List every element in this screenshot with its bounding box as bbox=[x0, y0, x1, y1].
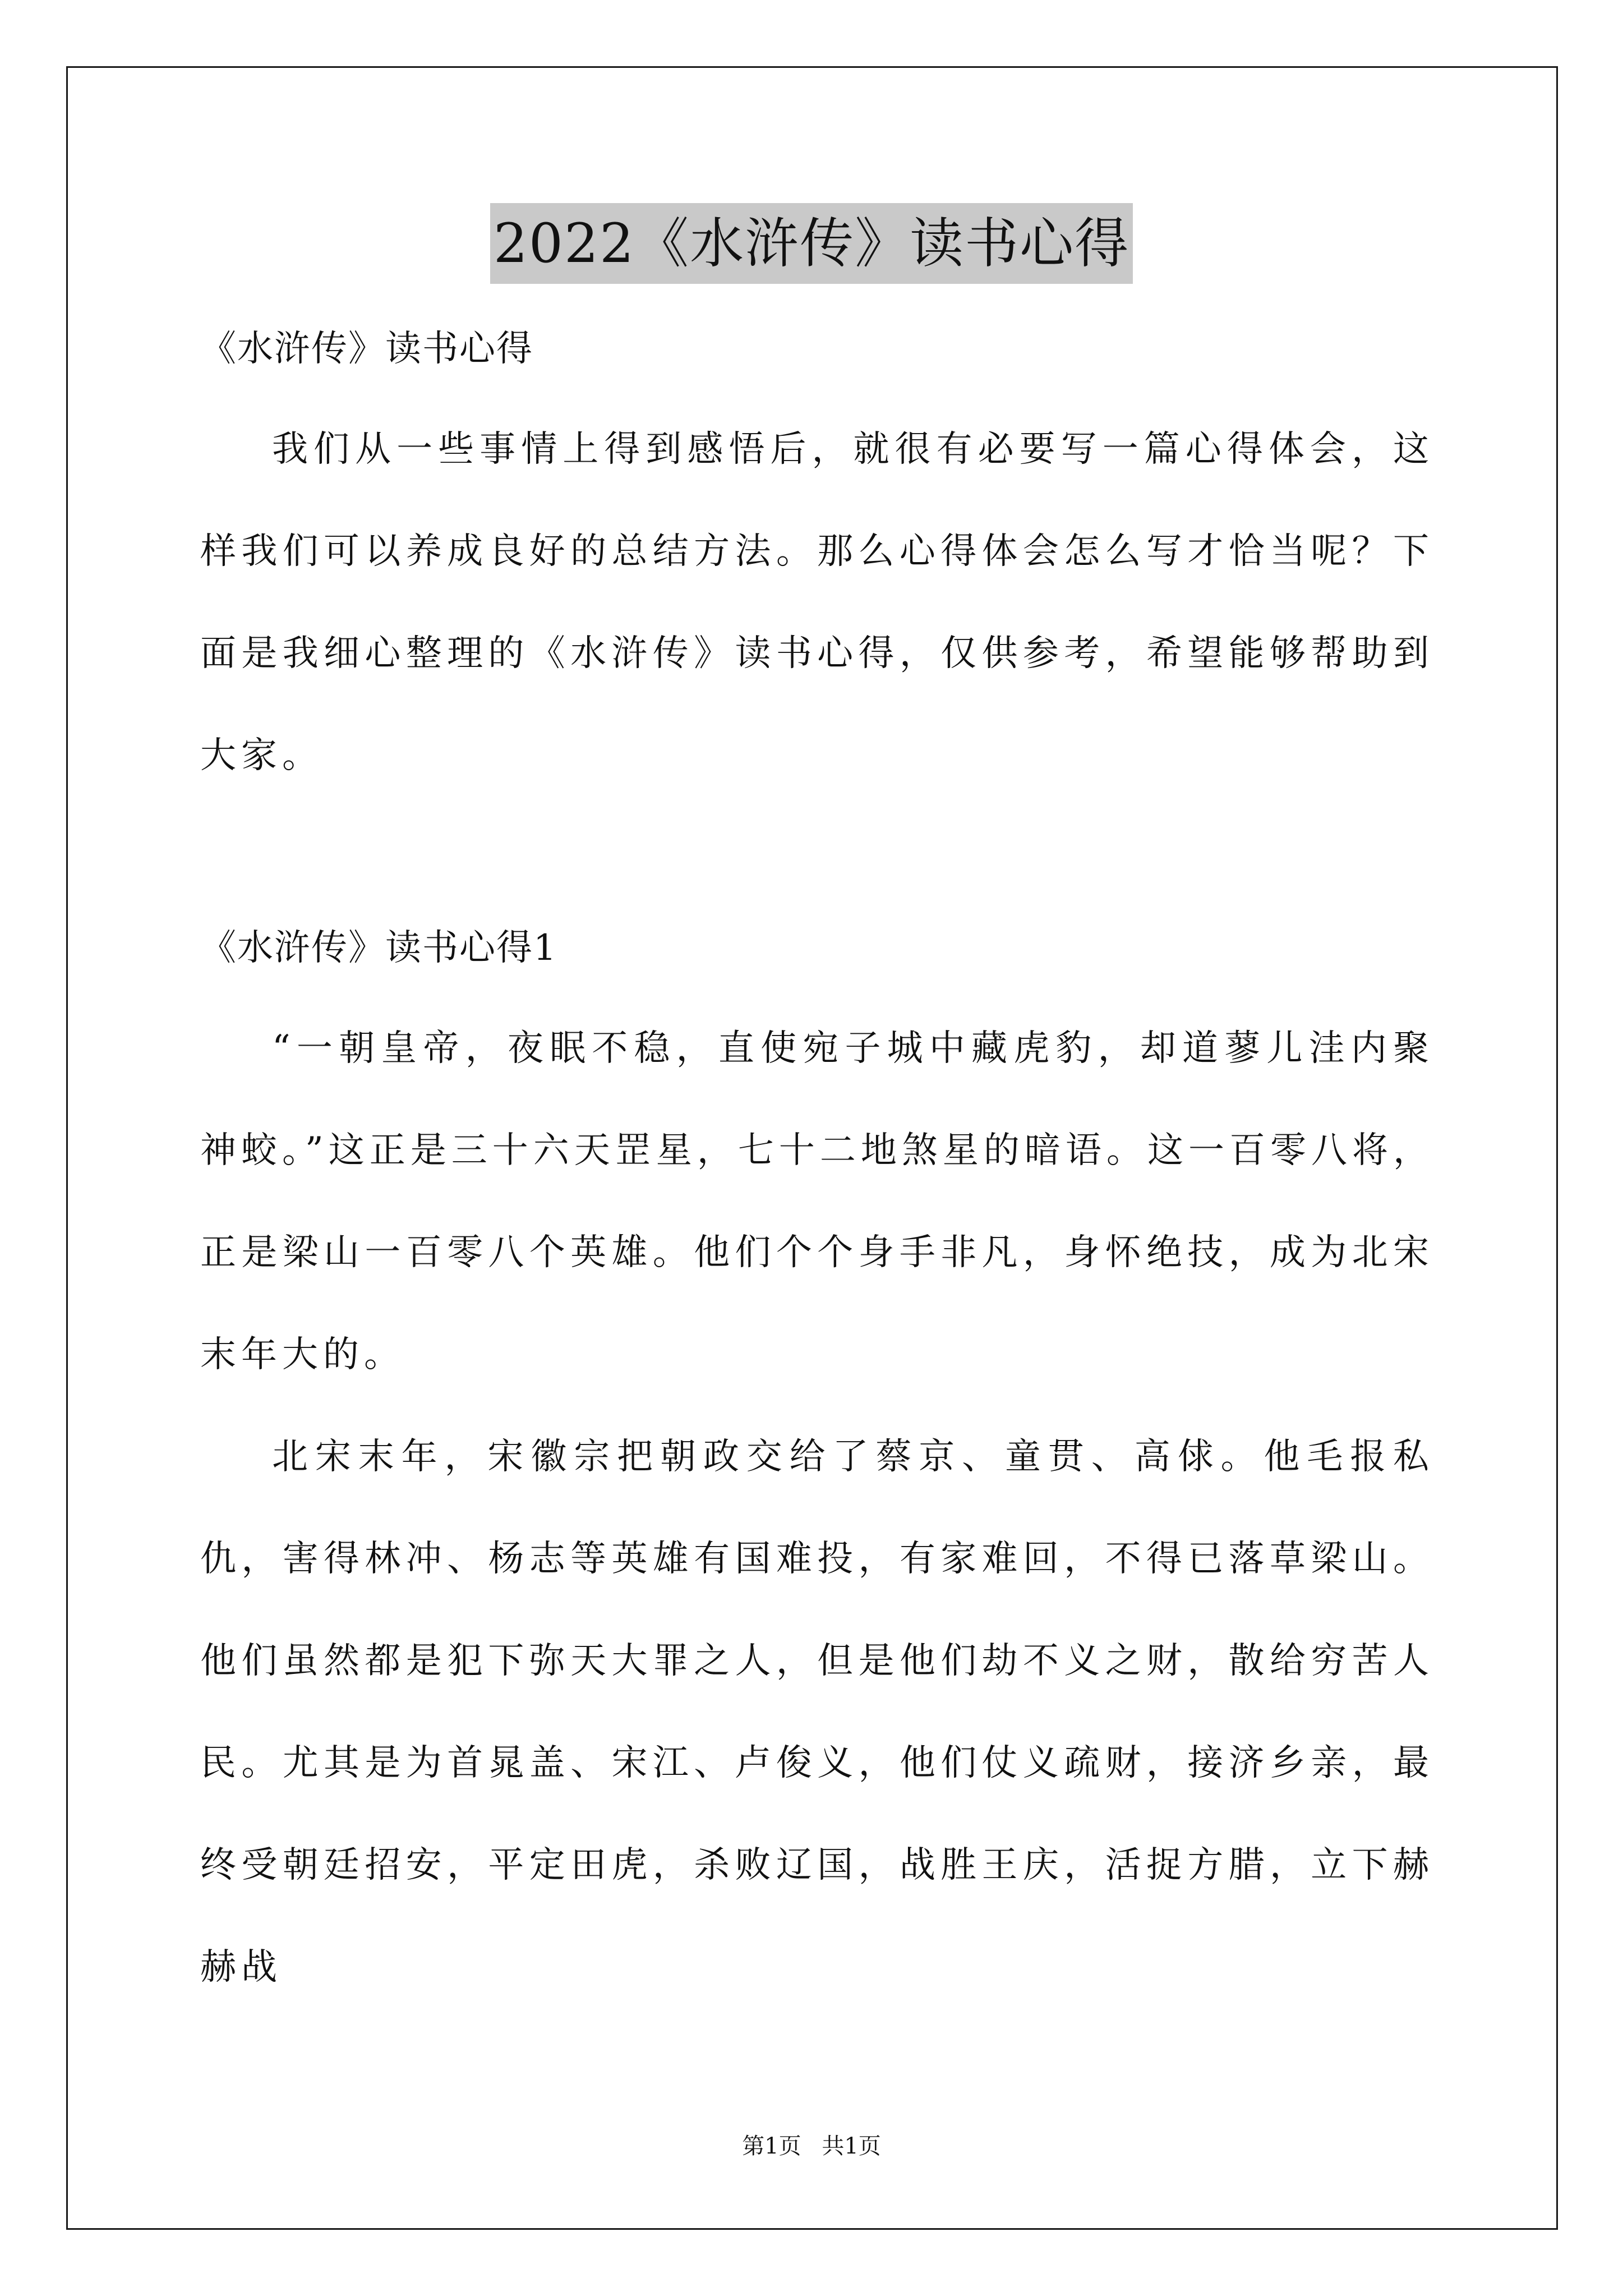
page-footer bbox=[0, 2129, 1623, 2163]
title-wrap bbox=[0, 203, 1623, 284]
document-body bbox=[200, 314, 1434, 2018]
section-paragraph-2: 北宋末年，宋徽宗把朝政交给了蔡京、童贯、高俅。他毛报私仇，害得林冲、杨志等英雄有国难投，有家难回，不得已落草梁山。他们虽然都是犯下弥天大罪之人，但是他们劫不义之财，散给穷苦人民。尤其是为首晁盖、宋江、卢俊义，他们仗义疏财，接济乡亲，最终受朝廷招安，平定田虎，杀败辽国，战胜王庆，活捉方腊，立下赫赫战 bbox=[200, 1436, 1434, 1988]
section-heading: 《水浒传》读书心得1 bbox=[200, 927, 557, 969]
document-subtitle: 《水浒传》读书心得 bbox=[200, 328, 533, 370]
document-title: 2022《水浒传》读书心得 bbox=[490, 203, 1133, 284]
page-total: 共1页 bbox=[822, 2133, 881, 2159]
page-number: 第1页 bbox=[742, 2133, 801, 2159]
section-paragraph-1: “一朝皇帝，夜眠不稳，直使宛子城中藏虎豹，却道蓼儿洼内聚神蛟。”这正是三十六天罡星，七十二地煞星的暗语。这一百零八将，正是梁山一百零八个英雄。他们个个身手非凡，身怀绝技，成为北宋末年大的。 bbox=[200, 1028, 1434, 1375]
intro-paragraph: 我们从一些事情上得到感悟后，就很有必要写一篇心得体会，这样我们可以养成良好的总结方法。那么心得体会怎么写才恰当呢？下面是我细心整理的《水浒传》读书心得，仅供参考，希望能够帮助到大家。 bbox=[200, 429, 1434, 776]
